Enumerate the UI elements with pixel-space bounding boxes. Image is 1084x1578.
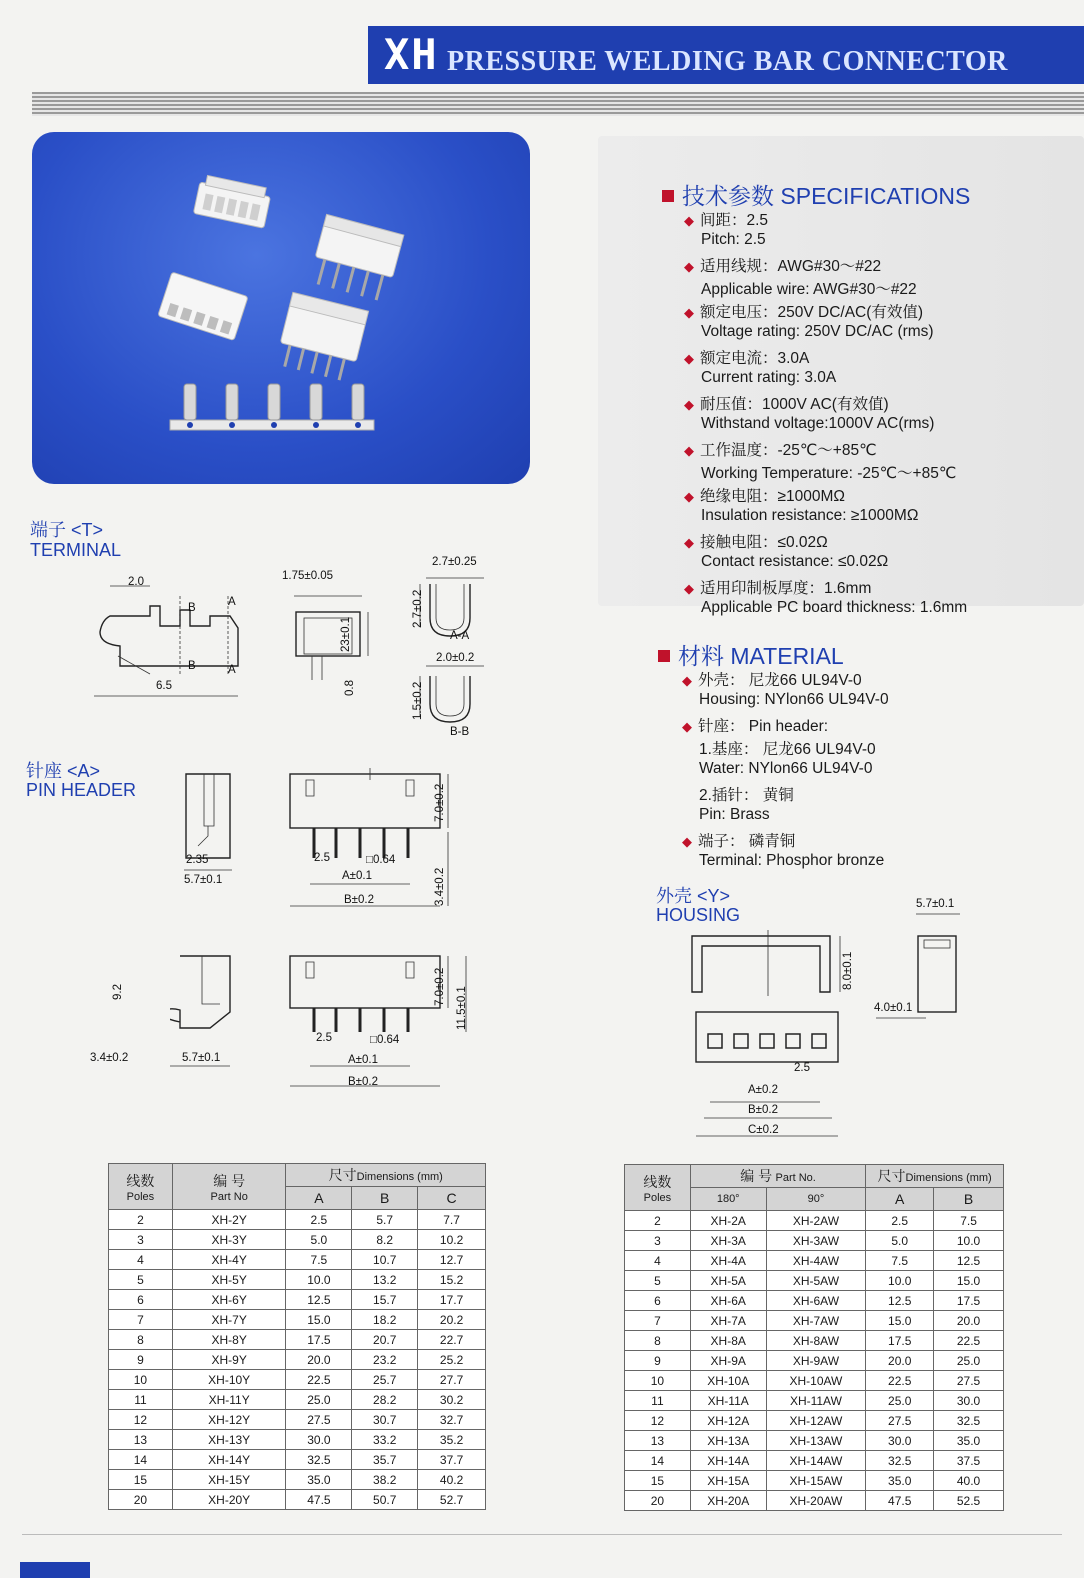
table-cell: XH-15Y	[172, 1470, 286, 1490]
housing-label-en: HOUSING	[656, 905, 741, 925]
table-cell: XH-15AW	[766, 1471, 866, 1491]
table-cell: 15.7	[352, 1290, 418, 1310]
table-cell: 15.0	[934, 1271, 1004, 1291]
table-cell: 8.2	[352, 1230, 418, 1250]
terminal-strip-render	[170, 384, 374, 430]
dim-a-straight: A±0.1	[342, 870, 372, 882]
table-cell: XH-2AW	[766, 1211, 866, 1231]
table-row	[109, 1410, 486, 1430]
table-row	[109, 1350, 486, 1370]
table-row	[109, 1430, 486, 1450]
square-bullet-icon	[662, 190, 674, 202]
pinheader-label-en: PIN HEADER	[26, 780, 137, 800]
product-photo	[32, 132, 530, 484]
dim-2-7-width: 2.7±0.25	[432, 556, 477, 568]
dimensions-header: 尺寸Dimensions (mm)	[866, 1165, 1004, 1188]
diamond-bullet-icon: ◆	[684, 351, 694, 366]
dim-3-4-straight: 3.4±0.2	[434, 867, 446, 906]
table-cell: XH-15A	[690, 1471, 766, 1491]
table-cell: 32.5	[866, 1451, 934, 1471]
dim-2-0: 2.0	[128, 576, 144, 588]
table-cell: XH-11AW	[766, 1391, 866, 1411]
table-cell: 20.0	[286, 1350, 352, 1370]
table-cell: 37.7	[418, 1450, 486, 1470]
table-cell: 30.0	[934, 1391, 1004, 1411]
table-cell: XH-3AW	[766, 1231, 866, 1251]
col-b-header: B	[934, 1188, 1004, 1211]
table-cell: 52.7	[418, 1490, 486, 1510]
housing-drawing	[680, 900, 980, 1140]
table-cell: 5.0	[286, 1230, 352, 1250]
dim-0-8: 0.8	[344, 680, 356, 696]
dim-2-5-housing: 2.5	[794, 1062, 810, 1074]
table-cell: 3	[109, 1230, 173, 1250]
dim-6-5: 6.5	[156, 680, 172, 692]
table-cell: XH-14A	[690, 1451, 766, 1471]
dim-1-5-height: 1.5±0.2	[412, 681, 424, 720]
table-cell: XH-5AW	[766, 1271, 866, 1291]
table-cell: 2	[625, 1211, 691, 1231]
table-cell: 25.0	[286, 1390, 352, 1410]
table-cell: 13	[109, 1430, 173, 1450]
table-cell: 15.0	[286, 1310, 352, 1330]
table-cell: 32.7	[418, 1410, 486, 1430]
table-row	[625, 1431, 1004, 1451]
table-cell: 7.7	[418, 1210, 486, 1230]
table-row	[109, 1270, 486, 1290]
table-cell: 10.0	[286, 1270, 352, 1290]
table-cell: XH-8Y	[172, 1330, 286, 1350]
dim-2-0-width: 2.0±0.2	[436, 652, 475, 664]
section-mark-b-top: B	[188, 602, 196, 614]
section-mark-a-bottom: A	[228, 664, 236, 676]
table-cell: 20.0	[866, 1351, 934, 1371]
table-cell: XH-20Y	[172, 1490, 286, 1510]
table-cell: 14	[625, 1451, 691, 1471]
material-line: ◆ 针座： Pin header:	[682, 718, 829, 735]
table-cell: XH-10AW	[766, 1371, 866, 1391]
table-row	[109, 1210, 486, 1230]
table-cell: 5	[625, 1271, 691, 1291]
dim-2-7-height: 2.7±0.2	[412, 589, 424, 628]
header-stripes	[32, 92, 1084, 116]
table-cell: 5	[109, 1270, 173, 1290]
table-row	[109, 1470, 486, 1490]
table-cell: 12	[109, 1410, 173, 1430]
table-cell: 7.5	[866, 1251, 934, 1271]
section-a-a: A-A	[450, 630, 470, 642]
table-row	[625, 1331, 1004, 1351]
table-cell: 10	[625, 1371, 691, 1391]
table-cell: 9	[625, 1351, 691, 1371]
table-cell: 18.2	[352, 1310, 418, 1330]
square-bullet-icon	[658, 650, 670, 662]
spec-item-en: Contact resistance: ≤0.02Ω	[701, 553, 889, 570]
dim-0-64-angle: □0.64	[370, 1034, 400, 1046]
table-cell: XH-3Y	[172, 1230, 286, 1250]
spec-item-en: Applicable PC board thickness: 1.6mm	[701, 599, 968, 616]
table-cell: XH-6A	[690, 1291, 766, 1311]
table-cell: 20.7	[352, 1330, 418, 1350]
table-row	[109, 1370, 486, 1390]
table-row	[109, 1390, 486, 1410]
table-row	[625, 1251, 1004, 1271]
col-c-header: C	[418, 1187, 486, 1210]
dim-5-7-housing: 5.7±0.1	[916, 898, 955, 910]
table-cell: 12.7	[418, 1250, 486, 1270]
spec-item-cn: ◆ 适用印制板厚度：1.6mm	[684, 580, 872, 597]
table-cell: XH-3A	[690, 1231, 766, 1251]
table-cell: XH-11Y	[172, 1390, 286, 1410]
table-cell: 27.5	[934, 1371, 1004, 1391]
table-cell: 12	[625, 1411, 691, 1431]
table-cell: 20.0	[934, 1311, 1004, 1331]
dim-b-angle: B±0.2	[348, 1076, 378, 1088]
diamond-bullet-icon: ◆	[684, 581, 694, 596]
table-cell: XH-9AW	[766, 1351, 866, 1371]
table-cell: 5.0	[866, 1231, 934, 1251]
table-row	[109, 1230, 486, 1250]
diamond-bullet-icon: ◆	[684, 305, 694, 320]
table-row	[109, 1310, 486, 1330]
table-cell: 6	[109, 1290, 173, 1310]
spec-item-en: Applicable wire: AWG#30～#22	[701, 281, 917, 298]
table-row	[109, 1450, 486, 1470]
footer-tab	[20, 1562, 90, 1578]
table-cell: 30.0	[286, 1430, 352, 1450]
table-cell: 20.2	[418, 1310, 486, 1330]
table-cell: XH-10A	[690, 1371, 766, 1391]
dim-2-5-angle: 2.5	[316, 1032, 332, 1044]
table-row	[625, 1371, 1004, 1391]
dim-5-7-angle: 5.7±0.1	[182, 1052, 221, 1064]
housing-table	[108, 1163, 486, 1510]
dim-7-0-straight: 7.0±0.2	[434, 783, 446, 822]
table-cell: 17.5	[934, 1291, 1004, 1311]
table-cell: 25.0	[934, 1351, 1004, 1371]
dim-c-housing: C±0.2	[748, 1124, 779, 1136]
pin-header-render	[308, 214, 403, 302]
dim-2-35: 2.35	[186, 854, 209, 866]
housing-render	[193, 174, 272, 228]
table-row	[625, 1471, 1004, 1491]
table-cell: 35.2	[418, 1430, 486, 1450]
table-cell: 52.5	[934, 1491, 1004, 1511]
poles-header: 线数 Poles	[109, 1164, 173, 1210]
pin-header-table	[624, 1164, 1004, 1511]
dim-b-straight: B±0.2	[344, 894, 374, 906]
table-cell: 4	[109, 1250, 173, 1270]
spec-item-en: Current rating: 3.0A	[701, 369, 837, 386]
table-row	[109, 1490, 486, 1510]
table-row	[625, 1231, 1004, 1251]
table-cell: XH-5Y	[172, 1270, 286, 1290]
table-cell: 27.5	[286, 1410, 352, 1430]
table-cell: XH-4AW	[766, 1251, 866, 1271]
part-no-header: 编 号 Part No.	[690, 1165, 865, 1188]
table-cell: 23.2	[352, 1350, 418, 1370]
table-cell: XH-9A	[690, 1351, 766, 1371]
table-cell: 7.5	[286, 1250, 352, 1270]
housing-render-side	[158, 272, 248, 340]
table-cell: XH-5A	[690, 1271, 766, 1291]
table-cell: 6	[625, 1291, 691, 1311]
table-cell: 37.5	[934, 1451, 1004, 1471]
table-cell: 15.2	[418, 1270, 486, 1290]
material-line: Terminal: Phosphor bronze	[699, 852, 885, 869]
table-cell: 10.0	[934, 1231, 1004, 1251]
table-row	[109, 1330, 486, 1350]
col-b-header: B	[352, 1187, 418, 1210]
table-cell: 32.5	[286, 1450, 352, 1470]
spec-item-cn: ◆ 适用线规：AWG#30～#22	[684, 258, 882, 275]
table-cell: 17.7	[418, 1290, 486, 1310]
table-cell: XH-4A	[690, 1251, 766, 1271]
dim-5-7-straight: 5.7±0.1	[184, 874, 223, 886]
table-cell: XH-4Y	[172, 1250, 286, 1270]
dim-b-housing: B±0.2	[748, 1104, 778, 1116]
table-cell: 32.5	[934, 1411, 1004, 1431]
table-cell: XH-20AW	[766, 1491, 866, 1511]
dim-7-0-angle: 7.0±0.2	[434, 967, 446, 1006]
table-cell: 10.2	[418, 1230, 486, 1250]
table-cell: 12.5	[934, 1251, 1004, 1271]
table-cell: 7	[109, 1310, 173, 1330]
table-cell: 22.5	[286, 1370, 352, 1390]
dim-4-0: 4.0±0.1	[874, 1002, 913, 1014]
table-cell: 25.2	[418, 1350, 486, 1370]
table-cell: 3	[625, 1231, 691, 1251]
terminal-label-en: TERMINAL	[30, 540, 122, 560]
table-cell: 22.5	[934, 1331, 1004, 1351]
table-cell: 2.5	[866, 1211, 934, 1231]
table-cell: 17.5	[866, 1331, 934, 1351]
table-cell: 11	[109, 1390, 173, 1410]
specifications-list	[684, 208, 967, 622]
table-row	[109, 1290, 486, 1310]
table-cell: 40.0	[934, 1471, 1004, 1491]
dim-a-housing: A±0.2	[748, 1084, 778, 1096]
material-list	[682, 668, 889, 875]
specifications-heading: 技术参数 SPECIFICATIONS	[662, 178, 970, 211]
col-90-header: 90°	[766, 1188, 866, 1211]
table-row	[625, 1491, 1004, 1511]
table-cell: XH-7A	[690, 1311, 766, 1331]
table-cell: 38.2	[352, 1470, 418, 1490]
table-cell: 13.2	[352, 1270, 418, 1290]
diamond-bullet-icon: ◆	[682, 673, 692, 688]
col-a-header: A	[866, 1188, 934, 1211]
diamond-bullet-icon: ◆	[684, 259, 694, 274]
table-cell: XH-12AW	[766, 1411, 866, 1431]
material-line: 2.插针： 黄铜	[699, 787, 794, 804]
table-cell: 25.7	[352, 1370, 418, 1390]
table-cell: XH-7AW	[766, 1311, 866, 1331]
table-cell: 30.2	[418, 1390, 486, 1410]
diamond-bullet-icon: ◆	[682, 719, 692, 734]
table-cell: 47.5	[866, 1491, 934, 1511]
pinheader-label-cn: 针座 <A>	[26, 761, 101, 781]
housing-label-cn: 外壳 <Y>	[656, 886, 731, 906]
table-cell: 8	[625, 1331, 691, 1351]
table-cell: 7.5	[934, 1211, 1004, 1231]
table-row	[625, 1291, 1004, 1311]
dim-9-2: 9.2	[112, 984, 124, 1000]
table-cell: XH-13AW	[766, 1431, 866, 1451]
table-cell: 35.0	[286, 1470, 352, 1490]
material-line: ◆ 端子： 磷青铜	[682, 833, 796, 850]
diamond-bullet-icon: ◆	[684, 489, 694, 504]
diamond-bullet-icon: ◆	[684, 535, 694, 550]
table-cell: XH-2Y	[172, 1210, 286, 1230]
pin-header-straight-render	[275, 292, 369, 383]
table-cell: 15	[625, 1471, 691, 1491]
dim-a-angle: A±0.1	[348, 1054, 378, 1066]
spec-item-en: Insulation resistance: ≥1000MΩ	[701, 507, 919, 524]
table-cell: 27.5	[866, 1411, 934, 1431]
terminal-label-cn: 端子 <T>	[30, 520, 104, 540]
table-cell: 2	[109, 1210, 173, 1230]
table-cell: 35.7	[352, 1450, 418, 1470]
table-cell: 33.2	[352, 1430, 418, 1450]
page-title: PRESSURE WELDING BAR CONNECTOR	[447, 46, 1008, 77]
material-line: Pin: Brass	[699, 806, 770, 823]
diamond-bullet-icon: ◆	[684, 213, 694, 228]
table-cell: 30.0	[866, 1431, 934, 1451]
table-cell: XH-2A	[690, 1211, 766, 1231]
table-cell: XH-20A	[690, 1491, 766, 1511]
table-cell: 20	[625, 1491, 691, 1511]
section-mark-a-top: A	[228, 596, 236, 608]
material-heading: 材料 MATERIAL	[658, 638, 844, 671]
table-cell: XH-10Y	[172, 1370, 286, 1390]
table-cell: 40.2	[418, 1470, 486, 1490]
table-cell: XH-13A	[690, 1431, 766, 1451]
part-no-header: 编 号 Part No	[172, 1164, 286, 1210]
table-cell: XH-8A	[690, 1331, 766, 1351]
table-cell: 30.7	[352, 1410, 418, 1430]
table-row	[625, 1411, 1004, 1431]
spec-item-cn: ◆ 耐压值：1000V AC(有效值)	[684, 396, 889, 413]
spec-item-cn: ◆ 绝缘电阻：≥1000MΩ	[684, 488, 845, 505]
table-cell: 20	[109, 1490, 173, 1510]
dim-2-5-straight: 2.5	[314, 852, 330, 864]
table-cell: XH-8AW	[766, 1331, 866, 1351]
table-row	[625, 1351, 1004, 1371]
table-cell: 11	[625, 1391, 691, 1411]
section-mark-b-bottom: B	[188, 660, 196, 672]
spec-item-en: Working Temperature: -25℃～+85℃	[701, 465, 957, 482]
spec-item-cn: ◆ 接触电阻：≤0.02Ω	[684, 534, 828, 551]
table-row	[625, 1271, 1004, 1291]
dimensions-header: 尺寸Dimensions (mm)	[286, 1164, 486, 1187]
table-cell: XH-13Y	[172, 1430, 286, 1450]
footer-divider	[22, 1534, 1062, 1535]
dim-3-4-angle: 3.4±0.2	[90, 1052, 129, 1064]
table-cell: 15.0	[866, 1311, 934, 1331]
table-cell: 8	[109, 1330, 173, 1350]
table-row	[625, 1451, 1004, 1471]
table-cell: 4	[625, 1251, 691, 1271]
table-cell: 13	[625, 1431, 691, 1451]
table-cell: 10.7	[352, 1250, 418, 1270]
material-line: Housing: NYlon66 UL94V-0	[699, 691, 889, 708]
table-row	[109, 1250, 486, 1270]
table-cell: 10.0	[866, 1271, 934, 1291]
table-row	[625, 1211, 1004, 1231]
dim-11-5: 11.5±0.1	[456, 986, 468, 1030]
diamond-bullet-icon: ◆	[682, 834, 692, 849]
table-cell: 14	[109, 1450, 173, 1470]
col-a-header: A	[286, 1187, 352, 1210]
table-cell: 10	[109, 1370, 173, 1390]
table-cell: 35.0	[934, 1431, 1004, 1451]
table-cell: XH-6AW	[766, 1291, 866, 1311]
table-cell: XH-14Y	[172, 1450, 286, 1470]
table-cell: XH-12Y	[172, 1410, 286, 1430]
dim-1-75: 1.75±0.05	[282, 570, 334, 582]
table-cell: 22.7	[418, 1330, 486, 1350]
table-cell: 22.5	[866, 1371, 934, 1391]
diamond-bullet-icon: ◆	[684, 397, 694, 412]
connector-illustration	[32, 132, 530, 484]
table-cell: XH-7Y	[172, 1310, 286, 1330]
dim-8-0: 8.0±0.1	[842, 951, 854, 990]
material-line: 1.基座： 尼龙66 UL94V-0	[699, 741, 876, 758]
spec-item-en: Pitch: 2.5	[701, 231, 766, 248]
spec-item-cn: ◆ 间距：2.5	[684, 212, 769, 229]
spec-item-cn: ◆ 额定电压：250V DC/AC(有效值)	[684, 304, 924, 321]
table-cell: 17.5	[286, 1330, 352, 1350]
table-cell: XH-11A	[690, 1391, 766, 1411]
table-cell: 12.5	[286, 1290, 352, 1310]
series-code: XH	[384, 30, 439, 79]
col-180-header: 180°	[690, 1188, 766, 1211]
table-cell: XH-12A	[690, 1411, 766, 1431]
dim-23: 23±0.1	[340, 616, 352, 652]
diamond-bullet-icon: ◆	[684, 443, 694, 458]
table-cell: XH-9Y	[172, 1350, 286, 1370]
table-cell: 2.5	[286, 1210, 352, 1230]
table-cell: 28.2	[352, 1390, 418, 1410]
table-cell: XH-6Y	[172, 1290, 286, 1310]
section-b-b: B-B	[450, 726, 470, 738]
table-cell: 7	[625, 1311, 691, 1331]
table-cell: 12.5	[866, 1291, 934, 1311]
material-line: ◆ 外壳： 尼龙66 UL94V-0	[682, 672, 862, 689]
table-cell: 9	[109, 1350, 173, 1370]
table-cell: 5.7	[352, 1210, 418, 1230]
material-line: Water: NYlon66 UL94V-0	[699, 760, 873, 777]
dim-0-64-straight: □0.64	[366, 854, 396, 866]
table-cell: 15	[109, 1470, 173, 1490]
spec-item-cn: ◆ 额定电流：3.0A	[684, 350, 810, 367]
table-cell: 50.7	[352, 1490, 418, 1510]
table-row	[625, 1311, 1004, 1331]
spec-item-en: Withstand voltage:1000V AC(rms)	[701, 415, 935, 432]
table-cell: XH-14AW	[766, 1451, 866, 1471]
poles-header: 线数 Poles	[625, 1165, 691, 1211]
table-cell: 47.5	[286, 1490, 352, 1510]
table-row	[625, 1391, 1004, 1411]
spec-item-cn: ◆ 工作温度：-25℃～+85℃	[684, 442, 877, 459]
table-cell: 35.0	[866, 1471, 934, 1491]
table-cell: 25.0	[866, 1391, 934, 1411]
table-cell: 27.7	[418, 1370, 486, 1390]
spec-item-en: Voltage rating: 250V DC/AC (rms)	[701, 323, 934, 340]
